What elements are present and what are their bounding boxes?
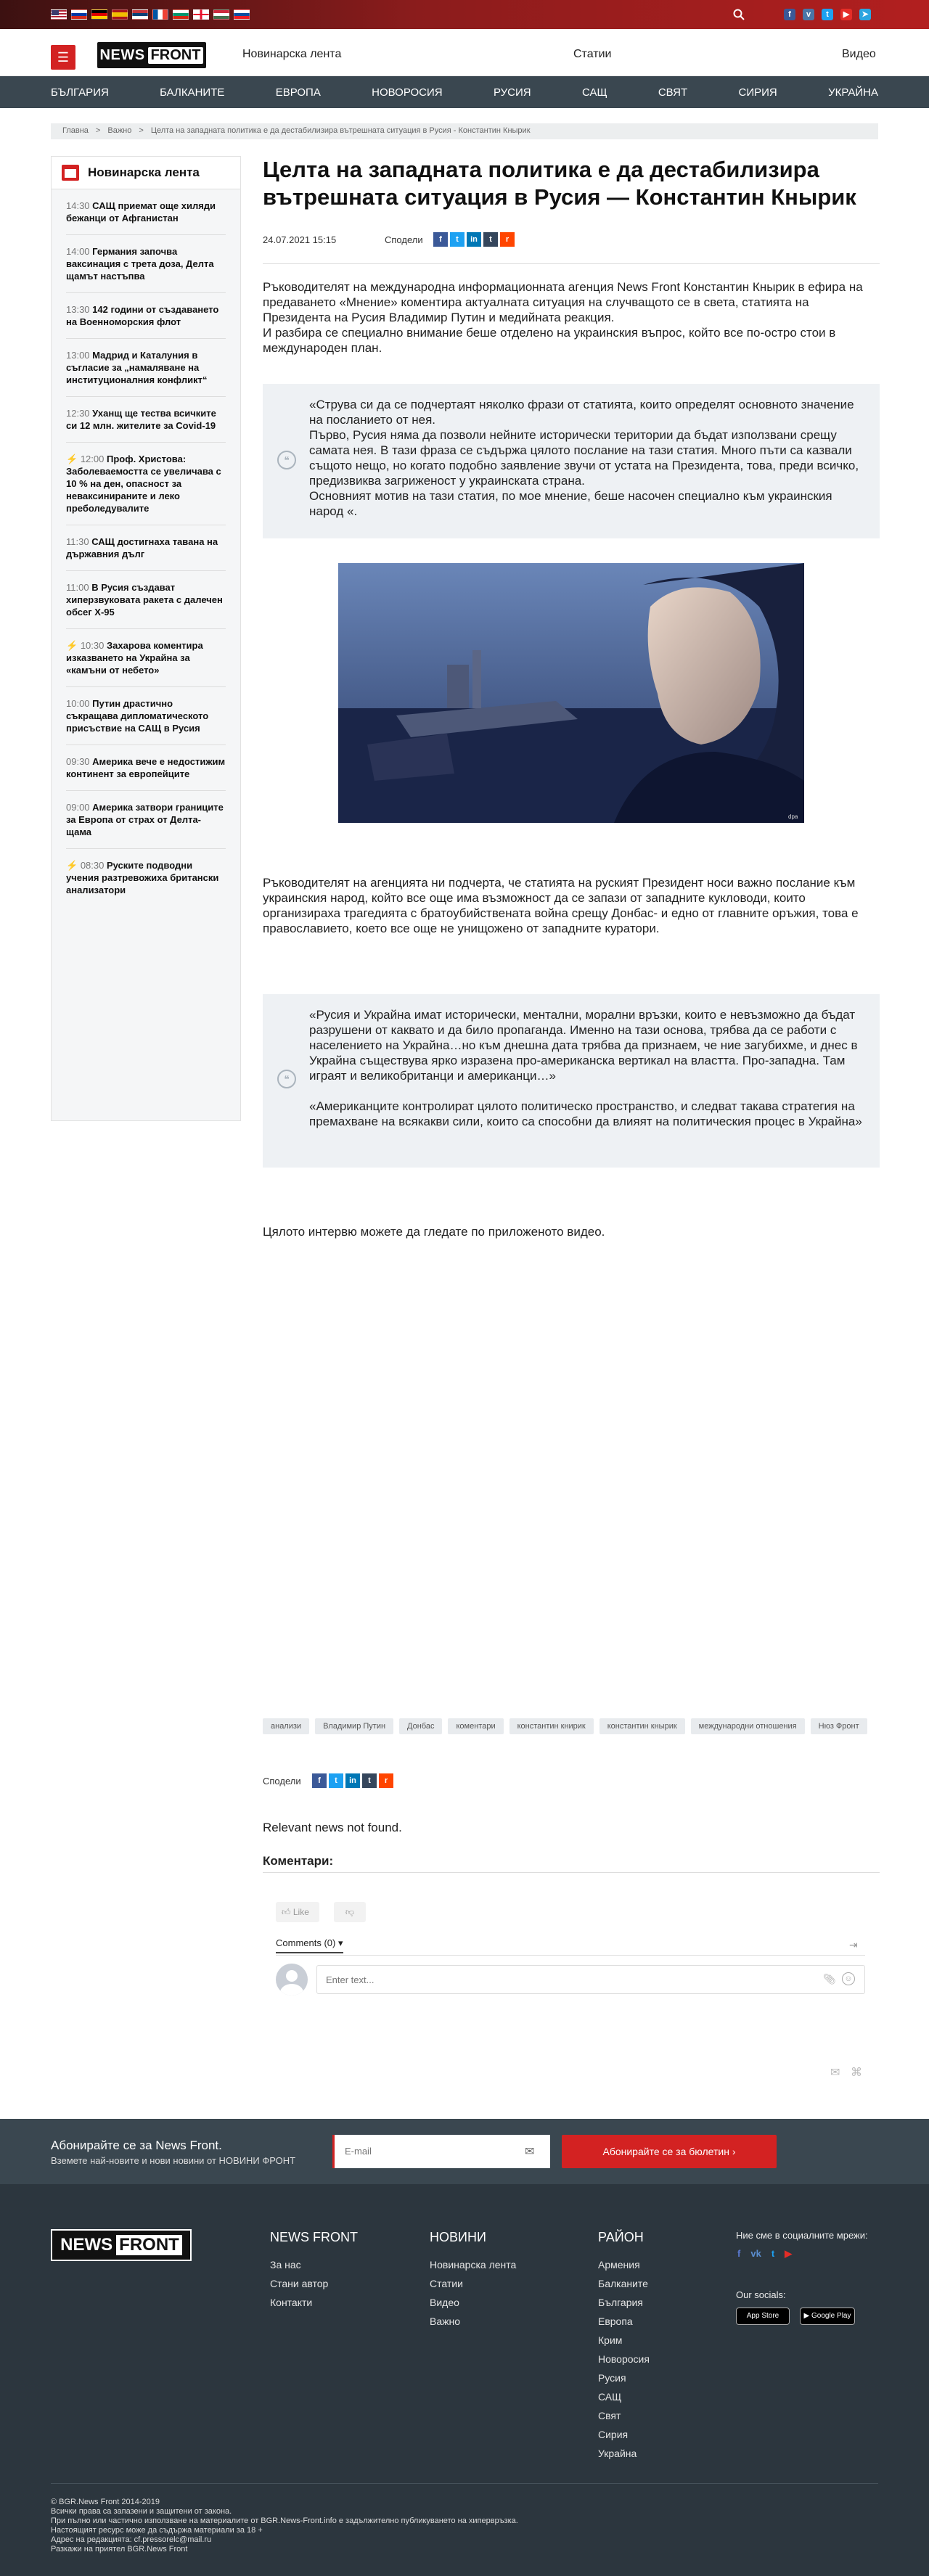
feed-item-time: 11:00 [66,582,89,593]
feed-item[interactable] [66,571,226,629]
footer-link[interactable]: Армения [598,2259,640,2271]
feed-item-time: 10:30 [80,640,105,651]
emoji-icon[interactable]: ☺ [842,1972,855,1985]
googleplay-badge[interactable] [800,2308,855,2325]
feed-item-headline[interactable]: Захарова коментира изказването на Украйна за «камъни от небето» [66,640,203,676]
footer-link[interactable]: Крим [598,2334,623,2346]
photo-credit: dpa [788,813,798,820]
nav-item-europe[interactable]: ЕВРОПА [275,86,321,99]
twitter-icon[interactable]: t [771,2248,775,2259]
footer-link[interactable]: Украйна [598,2448,637,2459]
feed-item[interactable] [66,339,226,397]
vk-icon[interactable]: vk [750,2248,761,2259]
footer-our-socials: Our socials: [736,2289,786,2300]
share-tumblr-icon[interactable]: t [483,232,498,247]
feed-item-time: 13:00 [66,350,90,361]
feed-item-time: 09:30 [66,756,90,767]
flag-us-icon[interactable] [51,9,67,20]
feed-item-time: 14:30 [66,200,90,211]
logo-text-b: FRONT [148,47,204,64]
feed-item[interactable] [66,629,226,687]
footer-logo-text-a: NEWS [60,2235,113,2255]
search-icon[interactable] [733,9,745,20]
footer-link[interactable]: Новинарска лента [430,2259,517,2271]
calendar-icon [62,165,79,181]
subscribe-subtitle: Вземете най-новите и нови новини от НОВИНИ ФРОНТ [51,2155,296,2166]
feed-item-headline[interactable]: САЩ достигнаха тавана на държавния дълг [66,536,218,559]
email-icon[interactable]: ✉ [830,2067,840,2079]
footer-copyright-line: © BGR.News Front 2014-2019 [51,2498,160,2506]
comments-divider [276,1955,865,1956]
footer-col-title: НОВИНИ [430,2230,486,2244]
flag-es-icon[interactable] [112,9,128,20]
header-link-video[interactable]: Видео [842,48,876,60]
footer-link[interactable]: САЩ [598,2391,622,2403]
footer-link[interactable]: Балканите [598,2278,648,2289]
feed-item-headline[interactable]: Германия започва ваксинация с трета доза, Делта щамът настъпва [66,246,214,282]
breadcrumb-current: Целта на западната политика е да дестабилизира вътрешната ситуация в Русия - Константин Кнырик [150,126,531,135]
footer-link[interactable]: Важно [430,2315,461,2327]
share-reddit-icon[interactable]: r [379,1773,393,1788]
article-paragraph: И разбира се специално внимание беше отделено на украинския въпрос, който все по-остро стои в международен план. [263,326,836,355]
footer-social-title: Ние сме в социалните мрежи: [736,2230,868,2241]
menu-button[interactable]: ☰ [51,45,75,70]
comment-input[interactable] [316,1965,865,1994]
footer-copyright-line: Адрес на редакцията: cf.pressorelc@mail.ru [51,2535,212,2544]
youtube-icon[interactable]: ▶ [785,2248,793,2259]
share-twitter-icon[interactable]: t [329,1773,343,1788]
share-tumblr-icon[interactable]: t [362,1773,377,1788]
lightning-icon: ⚡ [66,454,78,464]
flag-fr-icon[interactable] [152,9,168,20]
tag-link[interactable]: международни отношения [691,1718,805,1734]
breadcrumb-sep: > [95,126,101,135]
feed-item[interactable] [66,443,226,525]
appstore-badge[interactable] [736,2308,790,2325]
feed-item-time: 08:30 [80,860,105,871]
email-input[interactable] [335,2135,509,2167]
nav-item-usa[interactable]: САЩ [581,86,607,99]
footer-col-links [430,2255,516,2331]
feed-item-headline[interactable]: Проф. Христова: Заболеваемостта се увеличава с 10 % на ден, опасност за неваксинираните и леко преболедувалите [66,454,221,514]
footer-link[interactable]: Свят [598,2410,621,2421]
footer-logo[interactable] [51,2229,192,2261]
share-reddit-icon[interactable]: r [500,232,515,247]
quote-text: «Американците контролират цялото политическо пространство, и следват такава стратегия на премахване на всякакви сили, които са способни да влияят на политическия процес в Украйна» [309,1099,862,1128]
comments-count-tab[interactable] [276,1937,343,1953]
article-quote [263,994,880,1168]
feed-item-time: 10:00 [66,698,90,709]
breadcrumb-sep: > [139,126,144,135]
footer-col-title: РАЙОН [598,2230,644,2244]
tag-link[interactable]: Владимир Путин [315,1718,393,1734]
footer-link[interactable]: България [598,2297,643,2308]
comments-count: Comments (0) [276,1937,336,1948]
footer-copyright-line: Разкажи на приятел BGR.News Front [51,2545,188,2554]
quote-text: «Струва си да се подчертаят няколко фрази от статията, които определят основното значение на посланието от нея. [309,398,854,427]
rss-icon[interactable]: ⌘ [851,2067,862,2079]
flag-hu-icon[interactable] [213,9,229,20]
tag-link[interactable]: константин кнырик [599,1718,685,1734]
header-link-articles[interactable]: Статии [573,48,612,60]
breadcrumb-home[interactable]: Главна [62,126,89,135]
feed-item[interactable] [66,293,226,339]
youtube-icon[interactable]: ▶ [840,9,852,20]
share-linkedin-icon[interactable]: in [467,232,481,247]
nav-item-syria[interactable]: СИРИЯ [738,86,777,99]
dislike-button[interactable] [334,1902,366,1922]
nav-item-bulgaria[interactable]: БЪЛГАРИЯ [51,86,109,99]
quote-text: Основният мотив на тази статия, по мое мнение, беше насочен специално към украинския народ «. [309,489,832,518]
logo-text-a: NEWS [99,46,145,63]
footer-link[interactable]: Сирия [598,2429,629,2440]
feed-item[interactable] [66,525,226,571]
flag-ge-icon[interactable] [193,9,209,20]
article-paragraph: Ръководителят на агенцията ни подчерта, че статията на руският Президент носи важно послание към украинския народ, който все още има възможност да се запази от западните кукловоди, които организираха трагедията с братоубийствената война срещу Донбас- и едно от главните оръжия, това е православието, което все още не унищожено от западните куратори. [263,876,859,935]
flag-sk-icon[interactable] [234,9,250,20]
feed-item-time: 12:30 [66,408,90,419]
subscribe-button-label: Абонирайте се за бюлетин [602,2146,729,2157]
feed-item-time: 11:30 [66,536,89,547]
footer-link[interactable]: Статии [430,2278,463,2289]
feed-item-time: 09:00 [66,802,90,813]
flag-ru-icon[interactable] [71,9,87,20]
feed-item-headline[interactable]: Америка затвори границите за Европа от страх от Делта-щама [66,802,224,837]
envelope-icon: ✉ [525,2146,535,2158]
feed-item[interactable] [66,849,226,906]
article-paragraph: Цялото интервю можете да гледате по приложеното видео. [263,1225,605,1239]
share-twitter-icon[interactable]: t [450,232,464,247]
share-linkedin-icon[interactable]: in [345,1773,360,1788]
feed-item-headline[interactable]: Руските подводни учения разтревожиха британски анализатори [66,860,219,895]
feed-item[interactable] [66,189,226,235]
feed-item-time: 12:00 [80,454,105,464]
tag-link[interactable]: коментари [448,1718,503,1734]
article-paragraph: Ръководителят на международна информационната агенция News Front Константин Кнырик в ефира на предаването «Мнение» коментира актуалната ситуация на случващото се в света, статията на Президента на Русия Владимир Путин и медийната реакция. [263,280,863,324]
nav-item-ukraine[interactable]: УКРАЙНА [828,86,878,99]
feed-item-headline[interactable]: 142 години от създаването на Военноморския флот [66,304,219,327]
article-photo [338,563,804,823]
share-buttons-top [433,232,515,247]
quote-icon: ❝ [277,451,296,469]
facebook-icon[interactable]: f [784,9,795,20]
article-title: Целта на западната политика е да дестабилизира вътрешната ситуация в Русия — Константин Кнырик [263,157,856,210]
comments-title: Коментари: [263,1854,334,1868]
quote-text: «Русия и Украйна имат исторически, ментални, морални връзки, които е невъзможно да бъдат разрушени от каквато и да било пропаганда. Именно на тази основа, трябва да се работи с населението на Украйна…но към днешна дата трябва да признаем, че ние загубихме, и днес в Украйна съществува ярко изразена про-американска вертикал на властта. Про-западна. Там играят и великобританци и американци…» [309,1008,858,1083]
footer-link[interactable]: Европа [598,2315,633,2327]
footer-link[interactable]: Видео [430,2297,459,2308]
breadcrumb-section[interactable]: Важно [107,126,132,135]
feed-item[interactable] [66,235,226,293]
subscribe-section [0,2119,929,2184]
feed-item-headline[interactable]: Америка вече е недостижим континент за европейците [66,756,226,779]
nav-item-novorossia[interactable]: НОВОРОСИЯ [372,86,443,99]
share-facebook-icon[interactable]: f [312,1773,327,1788]
footer-link[interactable]: За нас [270,2259,301,2271]
like-label: Like [292,1907,309,1917]
vk-icon[interactable]: v [803,9,814,20]
footer-link[interactable]: Новоросия [598,2353,650,2365]
twitter-icon[interactable]: t [822,9,833,20]
news-feed-sidebar [51,156,241,1121]
feed-item[interactable] [66,791,226,849]
flag-de-icon[interactable] [91,9,107,20]
nav-item-balkans[interactable]: БАЛКАНИТЕ [160,86,225,99]
tag-link[interactable]: анализи [263,1718,309,1734]
footer-link[interactable]: Стани автор [270,2278,329,2289]
subscribe-button[interactable] [562,2135,777,2168]
feed-item-time: 13:30 [66,304,90,315]
tag-link[interactable]: Донбас [399,1718,442,1734]
share-label: Сподели [263,1776,301,1787]
sidebar-list [52,189,240,906]
footer-copyright-line: При пълно или частично използване на материалите от BGR.News-Front.info е задължително публикуването на хипервръзка. [51,2516,518,2525]
attach-icon[interactable]: 📎︎ [823,1973,836,1985]
feed-item-headline[interactable]: Уханщ ще тества всичките си 12 млн. жителите за Covid-19 [66,408,216,431]
footer-divider [51,2483,878,2484]
quote-text: Първо, Русия няма да позволи нейните исторически територии да бъдат използвани срещу самата нея. В тази фраза се съдържа цялото послание на тази статия. Много пъти са казвали същото нещо, но когато подобно заявление звучи от устата на Президента, това, преди всичко, предизвиква загриженост у украинската страна. [309,428,859,488]
footer-socials [737,2248,792,2260]
avatar [276,1964,308,1995]
login-icon[interactable]: ⇥ [849,1939,858,1951]
feed-item-time: 14:00 [66,246,90,257]
share-facebook-icon[interactable]: f [433,232,448,247]
feed-item-headline[interactable]: Путин драстично съкращава дипломатическото присъствие на САЩ в Русия [66,698,209,734]
footer-col-links [598,2255,650,2463]
share-label: Сподели [385,234,423,245]
appstore-label: App Store [746,2312,779,2320]
play-icon: ▶ [803,2312,810,2320]
article-quote [263,384,880,538]
chevron-right-icon: › [732,2146,736,2157]
flag-rs-icon[interactable] [132,9,148,20]
email-field[interactable] [332,2135,550,2168]
related-news-empty: Relevant news not found. [263,1821,402,1834]
main-nav [0,76,929,108]
subscribe-title: Абонирайте се за News Front. [51,2138,222,2152]
sidebar-title: Новинарска лента [88,165,200,179]
quote-icon: ❝ [277,1070,296,1088]
top-bar [0,0,929,29]
feed-item-headline[interactable]: В Русия създават хиперзвуковата ракета с далечен обсег Х-95 [66,582,223,618]
feed-item[interactable] [66,397,226,443]
flag-bg-icon[interactable] [173,9,189,20]
facebook-icon[interactable]: f [737,2248,741,2259]
footer-link[interactable]: Контакти [270,2297,313,2308]
language-flags [51,9,250,20]
footer-col-title: NEWS FRONT [270,2230,358,2244]
header-link-feed[interactable]: Новинарска лента [242,48,342,60]
divider [263,263,880,264]
footer-col-links [270,2255,328,2312]
feed-item[interactable] [66,745,226,791]
share-buttons-bottom [312,1773,393,1788]
nav-item-world[interactable]: СВЯТ [658,86,688,99]
thumb-down-icon: 👎︎ [345,1907,355,1917]
telegram-icon[interactable]: ➤ [859,9,871,20]
lightning-icon: ⚡ [66,860,78,871]
nav-item-russia[interactable]: РУСИЯ [493,86,531,99]
comments-divider [263,1872,880,1873]
footer-copyright [51,2498,518,2554]
footer-logo-text-b: FRONT [116,2235,182,2255]
putin-ship-photo [338,563,804,823]
googleplay-label: Google Play [811,2312,851,2320]
lightning-icon: ⚡ [66,640,78,651]
tag-link[interactable]: Нюз Фронт [811,1718,867,1734]
breadcrumb [51,123,878,139]
thumb-up-icon: 👍︎ [282,1907,293,1917]
site-footer [0,2184,929,2576]
tag-link[interactable]: константин книрик [509,1718,594,1734]
caret-down-icon: ▾ [337,1937,343,1948]
like-button[interactable] [276,1902,319,1922]
feed-item-headline[interactable]: Мадрид и Каталуния в съгласие за „намаляване на институционалния конфликт“ [66,350,208,385]
sidebar-header [52,157,240,189]
top-socials [784,9,871,20]
footer-copyright-line: Настоящият ресурс може да съдържа материали за 18 + [51,2526,263,2535]
site-logo[interactable] [97,42,206,68]
footer-copyright-line: Всички права са запазени и защитени от закона. [51,2507,232,2516]
article-date: 24.07.2021 15:15 [263,234,337,245]
article-tags [263,1718,880,1734]
footer-link[interactable]: Русия [598,2372,626,2384]
feed-item-headline[interactable]: САЩ приемат още хиляди бежанци от Афганистан [66,200,216,223]
feed-item[interactable] [66,687,226,745]
